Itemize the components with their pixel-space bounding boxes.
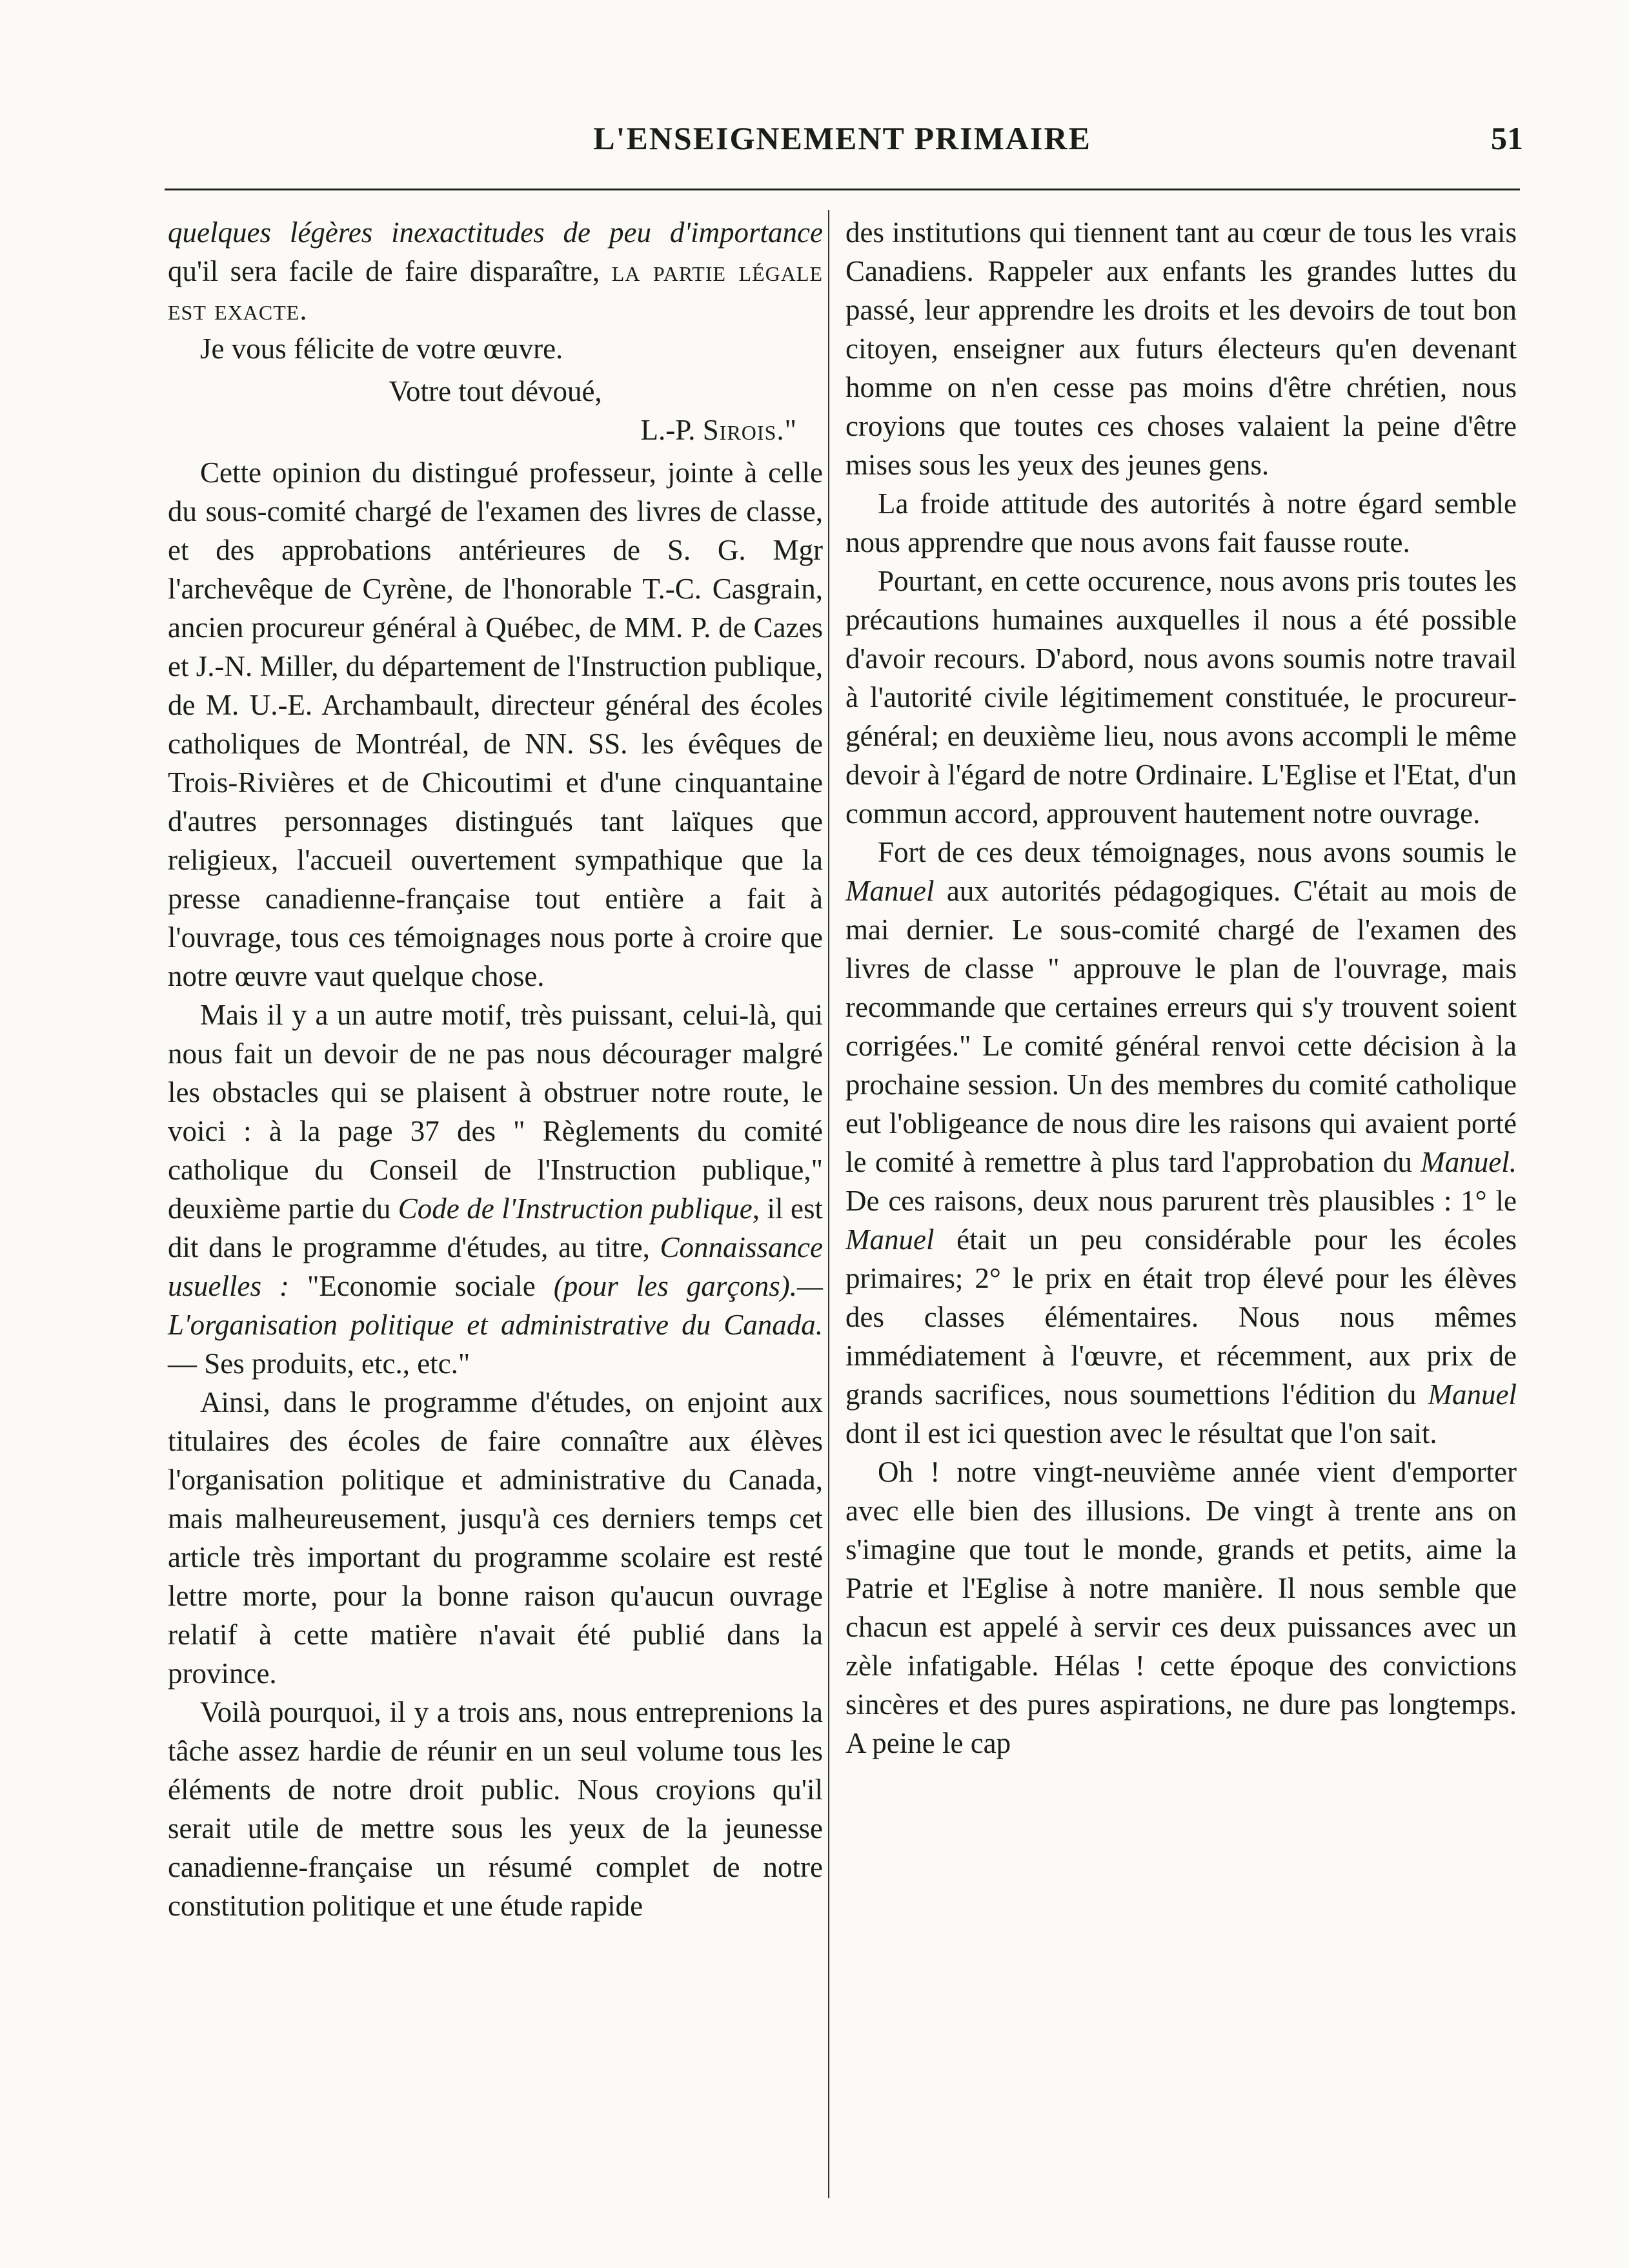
paragraph-text: dont il est ici question avec le résultat que l'on sait. xyxy=(845,1417,1437,1449)
emphasis-text: Manuel xyxy=(845,875,935,907)
paragraph-text: , il est dit dans le programme d'études, au titre, xyxy=(168,1192,823,1263)
right-column xyxy=(845,213,1517,1762)
paragraph-text: Fort de ces deux témoignages, nous avons soumis le xyxy=(878,836,1517,868)
column-divider xyxy=(828,210,829,2198)
letter-closing: Votre tout dévoué, xyxy=(389,375,602,407)
left-column xyxy=(168,213,823,1925)
page-header xyxy=(161,119,1523,171)
paragraph-9: Pourtant, en cette occurence, nous avons pris toutes les précautions humaines auxquelles il nous a été possible d'avoir recours. D'abord, nous avons soumis notre travail à l'autorité civile légitimement constituée, le procureur-général; en deuxième lieu, nous avons accompli le même devoir à l'égard de notre Ordinaire. L'Eglise et l'Etat, d'un commun accord, approuvent hautement notre ouvrage. xyxy=(845,565,1517,830)
emphasis-text: quelques légères inexactitudes de peu d'importance xyxy=(168,216,823,249)
paragraph-text: "Economie sociale xyxy=(288,1270,554,1302)
emphasis-text: Code de l'Instruction publique xyxy=(398,1192,753,1225)
paragraph-5: Ainsi, dans le programme d'études, on enjoint aux titulaires des écoles de faire connaître aux élèves l'organisation politique et administrative du Canada, mais malheureusement, jusqu'à ces derniers temps cet article très important du programme scolaire est resté lettre morte, pour la bonne raison qu'aucun ouvrage relatif à cette matière n'avait été publié dans la province. xyxy=(168,1386,823,1690)
paragraph-text: était un peu considérable pour les écoles primaires; 2° le prix en était trop élevé pour les élèves des classes élémentaires. Nous nous mêmes immédiatement à l'œuvre, et récemment, aux prix de grands sacrifices, nous soumettions l'édition du xyxy=(845,1223,1517,1411)
paragraph-8: La froide attitude des autorités à notre égard semble nous apprendre que nous avons fait fausse route. xyxy=(845,487,1517,558)
paragraph-6: Voilà pourquoi, il y a trois ans, nous entreprenions la tâche assez hardie de réunir en un seul volume tous les éléments de notre droit public. Nous croyions qu'il serait utile de mettre sous les yeux de la jeunesse canadienne-française un résumé complet de notre constitution politique et une étude rapide xyxy=(168,1696,823,1922)
paragraph-3: Cette opinion du distingué professeur, jointe à celle du sous-comité chargé de l'examen des livres de classe, et des approbations antérieures de S. G. Mgr l'archevêque de Cyrène, de l'honorable T.-C. Casgrain, ancien procureur général à Québec, de MM. P. de Cazes et J.-N. Miller, du département de l'Instruction publique, de M. U.-E. Archambault, directeur général des écoles catholiques de Montréal, de NN. SS. les évêques de Trois-Rivières et de Chicoutimi et d'une cinquantaine d'autres personnages distingués tant laïques que religieux, l'accueil ouvertement sympathique que la presse canadienne-française tout entière a fait à l'ouvrage, tous ces témoignages nous porte à croire que notre œuvre vaut quelque chose. xyxy=(168,456,823,992)
letter-signature xyxy=(168,411,823,449)
paragraph-text: De ces raisons, deux nous parurent très plausibles : 1° le xyxy=(845,1185,1517,1217)
emphasis-text: Connaissance usuelles : xyxy=(168,1231,823,1302)
paragraph-11: Oh ! notre vingt-neuvième année vient d'emporter avec elle bien des illusions. De vingt à trente ans on s'imagine que tout le monde, grands et petits, aime la Patrie et l'Eglise à notre manière. Il nous semble que chacun est appelé à servir ces deux puissances avec un zèle infatigable. Hélas ! cette époque des convictions sincères et des pures aspirations, ne dure pas longtemps. A peine le cap xyxy=(845,1456,1517,1759)
paragraph-4 xyxy=(168,996,823,1383)
signature-name: Sirois." xyxy=(702,414,797,446)
paragraph-text: — Ses produits, etc., etc." xyxy=(168,1347,470,1380)
signature-initials: L.-P. xyxy=(640,414,703,446)
page-number: 51 xyxy=(1491,120,1523,156)
paragraph-2: Je vous félicite de votre œuvre. xyxy=(200,332,563,365)
paragraph-text: Mais il y a un autre motif, très puissant, celui-là, qui nous fait un devoir de ne pas nous décourager malgré les obstacles qui se plaisent à obstruer notre route, le voici : à la page 37 des " Règlements du comité catholique du Conseil de l'Instruction publique," deuxième partie du xyxy=(168,999,823,1225)
running-title: L'ENSEIGNEMENT PRIMAIRE xyxy=(593,120,1091,156)
emphasis-text: Manuel. xyxy=(1421,1146,1517,1178)
emphasis-text: (pour les garçons).—L'organisation politique et administrative du Canada. xyxy=(168,1270,823,1341)
small-caps-text: la partie légale est exacte. xyxy=(168,255,823,326)
paragraph-10 xyxy=(845,833,1517,1453)
emphasis-text: Manuel xyxy=(1428,1378,1517,1411)
paragraph-7: des institutions qui tiennent tant au cœur de tous les vrais Canadiens. Rappeler aux enfants les grandes luttes du passé, leur apprendre les droits et les devoirs de tout bon citoyen, enseigner aux futurs électeurs qu'en devenant homme on n'en cesse pas moins d'être chrétien, nous croyions que toutes ces choses valaient la peine d'être mises sous les yeux des jeunes gens. xyxy=(845,216,1517,481)
paragraph-1 xyxy=(168,213,823,329)
paragraph-text: aux autorités pédagogiques. C'était au mois de mai dernier. Le sous-comité chargé de l'examen des livres de classe " approuve le plan de l'ouvrage, mais recommande que certaines erreurs qui s'y trouvent soient corrigées." Le comité général renvoi cette décision à la prochaine session. Un des membres du comité catholique eut l'obligeance de nous dire les raisons qui avaient porté le comité à remettre à plus tard l'approbation du xyxy=(845,875,1517,1178)
emphasis-text: Manuel xyxy=(845,1223,935,1256)
header-rule xyxy=(165,189,1520,190)
paragraph-text: qu'il sera facile de faire disparaître, xyxy=(168,255,612,287)
